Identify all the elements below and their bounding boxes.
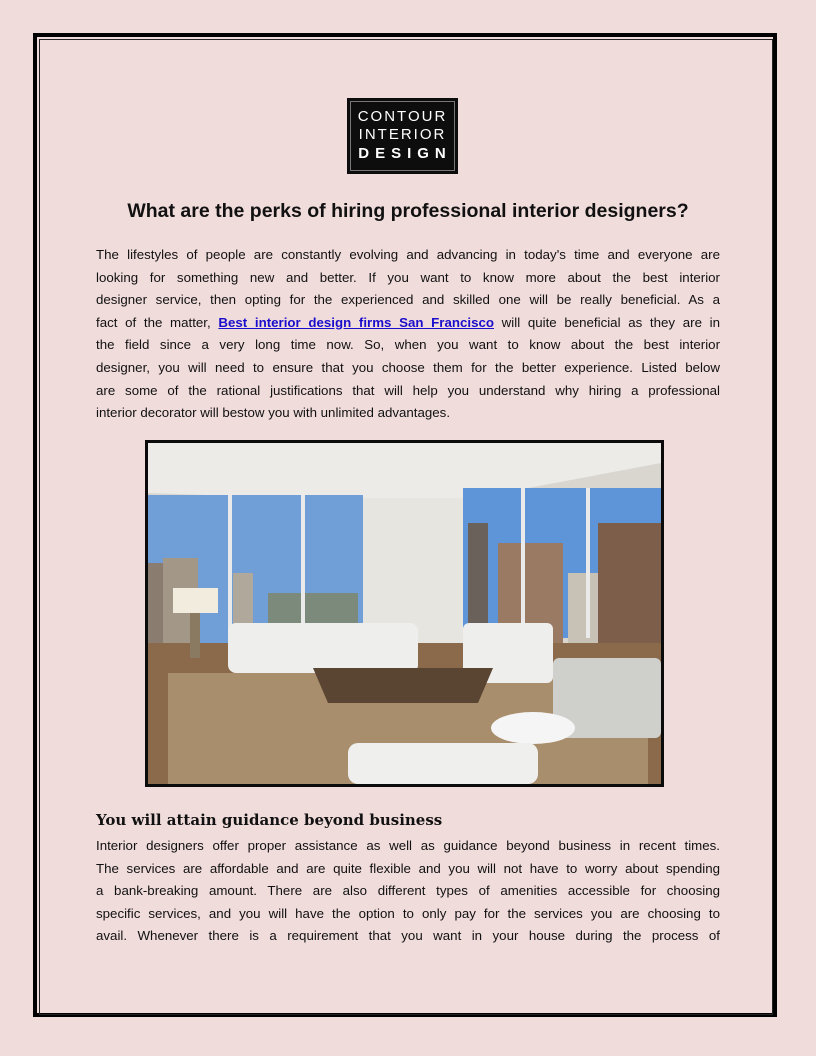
living-room-illustration (148, 443, 661, 784)
page-title: What are the perks of hiring professional interior designers? (127, 200, 689, 222)
text-line: specific services, and you will have the option to only pay for the services you are choosing to (96, 905, 720, 921)
text-line: the field since a very long time now. So, when you want to know about the best interior (96, 337, 720, 353)
text-segment: will quite beneficial as they are in (494, 314, 720, 330)
text-segment: fact of the matter, (96, 314, 219, 330)
interior-design-firms-link[interactable]: Best interior design firms San Francisco (218, 314, 494, 330)
text-line: designer service, then opting for the experienced and skilled one will be really beneficial. As a (96, 292, 720, 308)
logo-line-2: INTERIOR (358, 126, 447, 143)
text-line: a bank-breaking amount. There are also different types of amenities accessible for choosing (96, 883, 720, 899)
text-line: are some of the rational justifications that will help you understand why hiring a professional (96, 382, 720, 398)
logo-line-1: CONTOUR (357, 108, 448, 125)
logo-line-3: DESIGN (358, 145, 452, 162)
living-room-photo (145, 440, 664, 787)
company-logo (347, 98, 458, 174)
text-line: avail. Whenever there is a requirement that you want in your house during the process of (96, 928, 720, 944)
text-line: looking for something new and better. If you want to know more about the best interior (96, 269, 720, 285)
section-paragraph (96, 835, 720, 948)
text-line: interior decorator will bestow you with unlimited advantages. (96, 405, 451, 421)
text-line: Interior designers offer proper assistance as well as guidance beyond business in recent times. (96, 838, 720, 853)
text-line: designer, you will need to ensure that you choose them for the better experience. Listed below (96, 359, 720, 375)
text-line: The lifestyles of people are constantly evolving and advancing in today's time and everyone are (96, 247, 720, 262)
text-line: The services are affordable and are quite flexible and you will not have to worry about spending (96, 860, 720, 876)
text-line (96, 312, 720, 335)
section-heading: You will attain guidance beyond business (96, 811, 443, 829)
intro-paragraph (96, 244, 720, 425)
